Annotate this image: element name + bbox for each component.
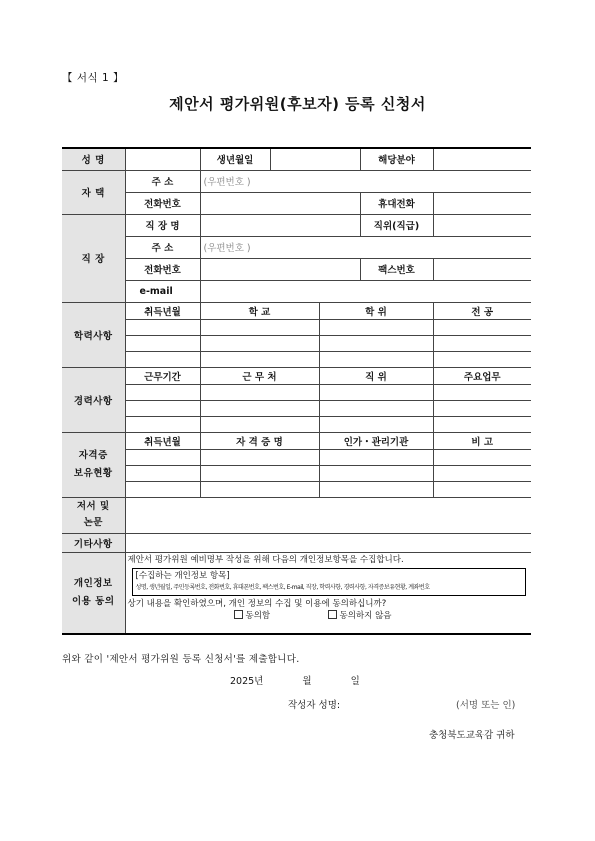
license-header-name: 자 격 증 명 (200, 432, 319, 449)
position-label: 직위(직급) (360, 214, 433, 236)
license-header-issuer: 인가・관리기관 (319, 432, 433, 449)
license-header-remarks: 비 고 (433, 432, 531, 449)
disagree-checkbox[interactable] (328, 610, 337, 619)
consent-question: 상기 내용을 확인하였으며, 개인 정보의 수집 및 이용에 동의하십니까? (127, 598, 387, 609)
table-row (62, 319, 531, 335)
license-label-line1: 자격증 (78, 449, 108, 461)
education-header-degree: 학 위 (319, 302, 433, 319)
education-header-date: 취득년월 (125, 302, 200, 319)
workplace-name-label: 직 장 명 (125, 214, 200, 236)
table-row (62, 351, 531, 367)
table-row (62, 400, 531, 416)
writings-label-line2: 논문 (83, 517, 103, 528)
others-label: 기타사항 (62, 533, 125, 552)
education-header-major: 전 공 (433, 302, 531, 319)
table-row (62, 335, 531, 351)
birthdate-field[interactable] (270, 148, 360, 170)
consent-label-line1: 개인정보 (73, 577, 113, 589)
consent-options (128, 610, 530, 622)
home-label: 자 택 (62, 170, 125, 214)
consent-cell (125, 552, 531, 634)
career-header-employer: 근 무 처 (200, 367, 319, 384)
writings-label (62, 497, 125, 533)
field-value[interactable] (433, 148, 531, 170)
application-form-table (62, 147, 531, 635)
agree-option[interactable] (234, 611, 271, 621)
work-address-field[interactable]: (우편번호 ) (200, 236, 531, 258)
date-month: 월 (302, 676, 312, 687)
email-label: e-mail (125, 280, 200, 302)
career-header-position: 직 위 (319, 367, 433, 384)
others-field[interactable] (125, 533, 531, 552)
email-field[interactable] (200, 280, 531, 302)
form-number-label: 【 서식 1 】 (62, 72, 124, 84)
work-phone-field[interactable] (200, 258, 360, 280)
agree-label: 동의함 (245, 610, 271, 621)
workplace-name-field[interactable] (200, 214, 360, 236)
work-phone-label: 전화번호 (125, 258, 200, 280)
license-header-date: 취득년월 (125, 432, 200, 449)
field-label: 해당분야 (360, 148, 433, 170)
writings-field[interactable] (125, 497, 531, 533)
writings-label-line1: 저서 및 (76, 501, 110, 512)
fax-label: 팩스번호 (360, 258, 433, 280)
birthdate-label: 생년월일 (200, 148, 270, 170)
mobile-label: 휴대전화 (360, 192, 433, 214)
signature-label: (서명 또는 인) (456, 700, 516, 711)
table-row (62, 416, 531, 432)
table-row (62, 481, 531, 497)
education-header-school: 학 교 (200, 302, 319, 319)
date-day: 일 (350, 676, 360, 687)
document-title: 제안서 평가위원(후보자) 등록 신청서 (169, 95, 426, 113)
collected-items-list: 성명, 생년월일, 주민등록번호, 전화번호, 휴대폰번호, 팩스번호, E-mail, 직장, 학력사항, 경력사항, 자격증보유현황, 계좌번호 (135, 583, 430, 591)
home-address-label: 주 소 (125, 170, 200, 192)
collected-items-box (132, 568, 527, 596)
position-field[interactable] (433, 214, 531, 236)
home-phone-label: 전화번호 (125, 192, 200, 214)
home-address-field[interactable]: (우편번호 ) (200, 170, 531, 192)
mobile-field[interactable] (433, 192, 531, 214)
license-label-line2: 보유현황 (73, 467, 113, 479)
date-year: 2025년 (230, 676, 264, 687)
table-row (62, 384, 531, 400)
table-row (62, 465, 531, 481)
education-label: 학력사항 (62, 302, 125, 367)
collected-items-title: [수집하는 개인정보 항목] (135, 570, 230, 581)
consent-label-line2: 이용 동의 (71, 595, 115, 607)
career-label: 경력사항 (62, 367, 125, 432)
table-row (62, 449, 531, 465)
license-label (62, 432, 125, 497)
consent-label (62, 552, 125, 634)
name-label: 성 명 (62, 148, 125, 170)
submission-statement: 위와 같이 '제안서 평가위원 등록 신청서'를 제출합니다. (62, 654, 300, 665)
writer-name-label: 작성자 성명: (288, 700, 341, 711)
agree-checkbox[interactable] (234, 610, 243, 619)
consent-intro: 제안서 평가위원 예비명부 작성을 위해 다음의 개인정보항목을 수집합니다. (127, 554, 404, 565)
name-field[interactable] (125, 148, 200, 170)
career-header-period: 근무기간 (125, 367, 200, 384)
career-header-duties: 주요업무 (433, 367, 531, 384)
fax-field[interactable] (433, 258, 531, 280)
home-phone-field[interactable] (200, 192, 360, 214)
work-address-label: 주 소 (125, 236, 200, 258)
date-line (230, 673, 394, 687)
work-label: 직 장 (62, 214, 125, 302)
disagree-option[interactable] (328, 611, 392, 621)
addressee: 충청북도교육감 귀하 (429, 730, 515, 741)
disagree-label: 동의하지 않음 (339, 610, 392, 621)
